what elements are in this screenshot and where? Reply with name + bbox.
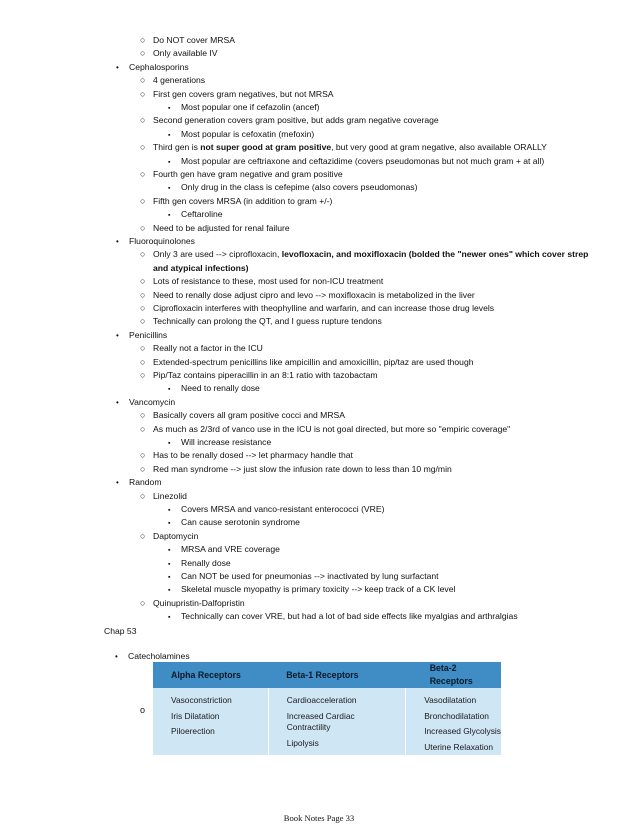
table-cell: Piloerection xyxy=(171,726,215,737)
bullet-level3: ▪ xyxy=(168,574,171,581)
line-text: First gen covers gram negatives, but not MRSA xyxy=(153,88,334,99)
outline-line xyxy=(140,369,378,382)
table-cell: Bronchodilatation xyxy=(424,710,489,721)
outline-line xyxy=(140,530,199,543)
outline-line xyxy=(168,557,231,571)
outline-line xyxy=(140,88,334,101)
outline-line xyxy=(168,382,260,396)
line-text: Daptomycin xyxy=(153,530,199,541)
outline-line xyxy=(153,262,249,275)
bullet-level2: ○ xyxy=(140,249,146,260)
outline-line xyxy=(140,222,290,235)
line-text: Can NOT be used for pneumonias --> inactivated by lung surfactant xyxy=(181,571,439,581)
outline-line xyxy=(140,248,589,261)
bullet-level2: ○ xyxy=(140,35,146,45)
bullet-level3: ▪ xyxy=(168,185,171,193)
bullet-level2: ○ xyxy=(140,370,146,380)
line-text: Extended-spectrum penicillins like ampicillin and amoxicillin, pip/taz are used though xyxy=(153,356,474,367)
line-text: Ceftaroline xyxy=(181,209,223,220)
line-text: Second generation covers gram positive, but adds gram negative coverage xyxy=(153,115,439,126)
line-text: Only drug in the class is cefepime (also covers pseudomonas) xyxy=(181,182,418,193)
page-footer: Book Notes Page 33 xyxy=(283,813,355,823)
outline-line xyxy=(140,74,206,87)
line-text: Fifth gen covers MRSA (in addition to gram +/-) xyxy=(153,195,333,206)
bullet-level2: ○ xyxy=(140,142,146,153)
bullet-level1: • xyxy=(116,62,119,72)
outline-line xyxy=(140,47,218,60)
header-beta1: Beta-1 Receptors xyxy=(268,662,405,688)
line-text: Need to renally dose adjust cipro and levo --> moxifloxacin is metabolized in the liver xyxy=(153,289,475,300)
outline-line xyxy=(168,155,545,169)
table-cell: Increased Cardiac Contractility xyxy=(286,710,355,732)
bullet-level3: ▪ xyxy=(168,587,171,595)
line-text: Technically can prolong the QT, and I guess rupture tendons xyxy=(153,316,382,327)
bullet-level3: ▪ xyxy=(168,507,171,514)
line-text: 4 generations xyxy=(153,75,206,86)
line-text: Cephalosporins xyxy=(129,61,189,72)
line-text: Most popular one if cefazolin (ancef) xyxy=(181,102,320,112)
outline-line xyxy=(140,302,495,315)
outline-line xyxy=(168,128,315,142)
bullet-level3: ▪ xyxy=(168,440,171,447)
outline-line xyxy=(140,289,475,302)
line-text: As much as 2/3rd of vanco use in the ICU is not goal directed, but more so "empiric coverage" xyxy=(153,423,511,434)
outline-line xyxy=(168,543,280,557)
outline-line xyxy=(140,490,187,503)
bullet-level1: • xyxy=(115,652,118,661)
line-text: and atypical infections) xyxy=(153,262,249,273)
bullet-level2: ○ xyxy=(140,276,146,287)
outline-line xyxy=(168,570,439,584)
outline-line xyxy=(168,583,456,597)
outline-line xyxy=(168,503,385,517)
line-text: Only 3 are used --> ciprofloxacin, xyxy=(153,249,282,260)
bullet-level2: ○ xyxy=(140,195,146,206)
line-text: Will increase resistance xyxy=(181,437,272,447)
receptor-table xyxy=(153,662,501,755)
bullet-level2: ○ xyxy=(140,48,146,59)
outline-line xyxy=(168,610,518,624)
column-beta2 xyxy=(406,688,501,755)
bullet-level2: ○ xyxy=(140,115,146,126)
line-text: not super good at gram positive xyxy=(200,142,332,153)
catecholamines-label: Catecholamines xyxy=(128,651,190,661)
line-text: Pip/Taz contains piperacillin in an 8:1 ratio with tazobactam xyxy=(153,370,378,380)
bullet-level1: • xyxy=(116,237,119,246)
bullet-level2: ○ xyxy=(140,463,146,474)
line-text: Linezolid xyxy=(153,490,187,501)
outline-line xyxy=(140,141,547,154)
table-cell: Vasoconstriction xyxy=(171,695,232,706)
bullet-level2: ○ xyxy=(140,88,146,99)
bullet-level3: ▪ xyxy=(168,105,171,112)
bullet-level2: ○ xyxy=(140,490,146,501)
bullet-level3: ▪ xyxy=(168,614,171,622)
bullet-level2: ○ xyxy=(140,303,146,313)
line-text: Quinupristin-Dalfopristin xyxy=(153,597,245,608)
bullet-level3: ▪ xyxy=(168,560,171,568)
bullet-level3: ▪ xyxy=(168,158,171,166)
line-text: Can cause serotonin syndrome xyxy=(181,517,300,528)
outline-line xyxy=(140,195,333,208)
line-text: Penicillins xyxy=(129,329,168,340)
table-cell: Lipolysis xyxy=(286,737,319,748)
outline-line xyxy=(140,114,439,127)
outline-line xyxy=(168,436,272,450)
line-text: Basically covers all gram positive cocci and MRSA xyxy=(153,410,345,421)
outline-line xyxy=(168,208,223,222)
line-text: levofloxacin, and moxifloxacin (bolded the "newer ones" which cover strep xyxy=(281,249,589,260)
bullet-level2: ○ xyxy=(140,423,146,434)
outline-line xyxy=(140,409,345,422)
line-text: Random xyxy=(129,477,162,488)
outline-line xyxy=(140,275,384,288)
bullet-level3: ▪ xyxy=(168,131,171,139)
bullet-level2: ○ xyxy=(140,410,146,421)
line-text: Lots of resistance to these, most used for non-ICU treatment xyxy=(153,276,384,287)
outline-line xyxy=(140,463,452,476)
outline-line xyxy=(168,516,300,530)
table-cell: Iris Dilatation xyxy=(171,710,220,721)
line-text: Most popular are ceftriaxone and ceftazidime (covers pseudomonas but not much gram + at all) xyxy=(181,155,545,166)
bullet-level2: ○ xyxy=(140,343,146,354)
bullet-level3: ▪ xyxy=(168,547,171,555)
table-cell: Cardioacceleration xyxy=(286,695,357,706)
outline-line xyxy=(116,476,162,489)
bullet-level3: ▪ xyxy=(168,520,171,528)
sub-item-marker: o xyxy=(140,705,146,715)
bullet-level2: ○ xyxy=(140,530,146,541)
line-text: Really not a factor in the ICU xyxy=(153,343,263,354)
outline-line xyxy=(116,396,176,409)
outline-line xyxy=(140,315,382,328)
line-text: Renally dose xyxy=(181,557,231,568)
bullet-level2: ○ xyxy=(140,289,146,300)
line-text: , but very good at gram negative, also available ORALLY xyxy=(331,142,547,153)
bullet-level2: ○ xyxy=(140,75,146,86)
table-cell: Vasodilatation xyxy=(424,695,477,706)
bullet-level3: ▪ xyxy=(168,386,171,394)
column-beta1 xyxy=(268,688,405,755)
line-text: Has to be renally dosed --> let pharmacy handle that xyxy=(153,450,353,461)
line-text: Do NOT cover MRSA xyxy=(153,35,235,45)
line-text: Fourth gen have gram negative and gram positive xyxy=(153,169,343,179)
outline-line xyxy=(116,235,195,248)
header-alpha: Alpha Receptors xyxy=(153,662,268,688)
bullet-level2: ○ xyxy=(140,316,146,327)
outline-line xyxy=(140,597,245,610)
outline-line xyxy=(168,181,418,195)
line-text: Need to be adjusted for renal failure xyxy=(153,222,290,233)
line-text: Covers MRSA and vanco-resistant enterococci (VRE) xyxy=(181,504,385,514)
column-alpha xyxy=(153,688,268,755)
line-text: MRSA and VRE coverage xyxy=(181,544,280,555)
bullet-level1: • xyxy=(116,397,119,407)
line-text: Most popular is cefoxatin (mefoxin) xyxy=(181,128,315,139)
outline-line xyxy=(116,329,168,342)
line-text: Third gen is xyxy=(153,142,201,153)
outline-line xyxy=(140,423,511,436)
bullet-level1: • xyxy=(116,478,119,488)
line-text: Need to renally dose xyxy=(181,383,260,394)
outline-line xyxy=(140,449,353,462)
outline-line xyxy=(168,101,320,115)
line-text: Fluoroquinolones xyxy=(129,236,195,246)
outline-line xyxy=(116,61,189,74)
bullet-level2: ○ xyxy=(140,222,146,233)
outline-line xyxy=(140,168,343,181)
bullet-level2: ○ xyxy=(140,597,146,608)
outline-line xyxy=(140,34,235,47)
line-text: Ciprofloxacin interferes with theophylline and warfarin, and can increase those drug levels xyxy=(153,303,495,313)
line-text: Skeletal muscle myopathy is primary toxicity --> keep track of a CK level xyxy=(181,584,456,595)
line-text: Red man syndrome --> just slow the infusion rate down to less than 10 mg/min xyxy=(153,463,452,474)
bullet-level2: ○ xyxy=(140,169,146,179)
bullet-level1: • xyxy=(116,330,119,340)
bullet-level3: ▪ xyxy=(168,212,171,220)
line-text: Vancomycin xyxy=(129,396,176,407)
outline-line xyxy=(140,342,263,355)
outline-line xyxy=(140,356,474,369)
table-cell: Increased Glycolysis xyxy=(424,726,501,737)
chapter-heading: Chap 53 xyxy=(104,626,137,636)
table-cell: Uterine Relaxation xyxy=(424,741,494,752)
header-beta2: Beta-2 Receptors xyxy=(406,662,501,688)
line-text: Technically can cover VRE, but had a lot of bad side effects like myalgias and arthralgias xyxy=(181,611,518,622)
line-text: Only available IV xyxy=(153,48,218,59)
bullet-level2: ○ xyxy=(140,356,146,367)
bullet-level2: ○ xyxy=(140,450,146,461)
